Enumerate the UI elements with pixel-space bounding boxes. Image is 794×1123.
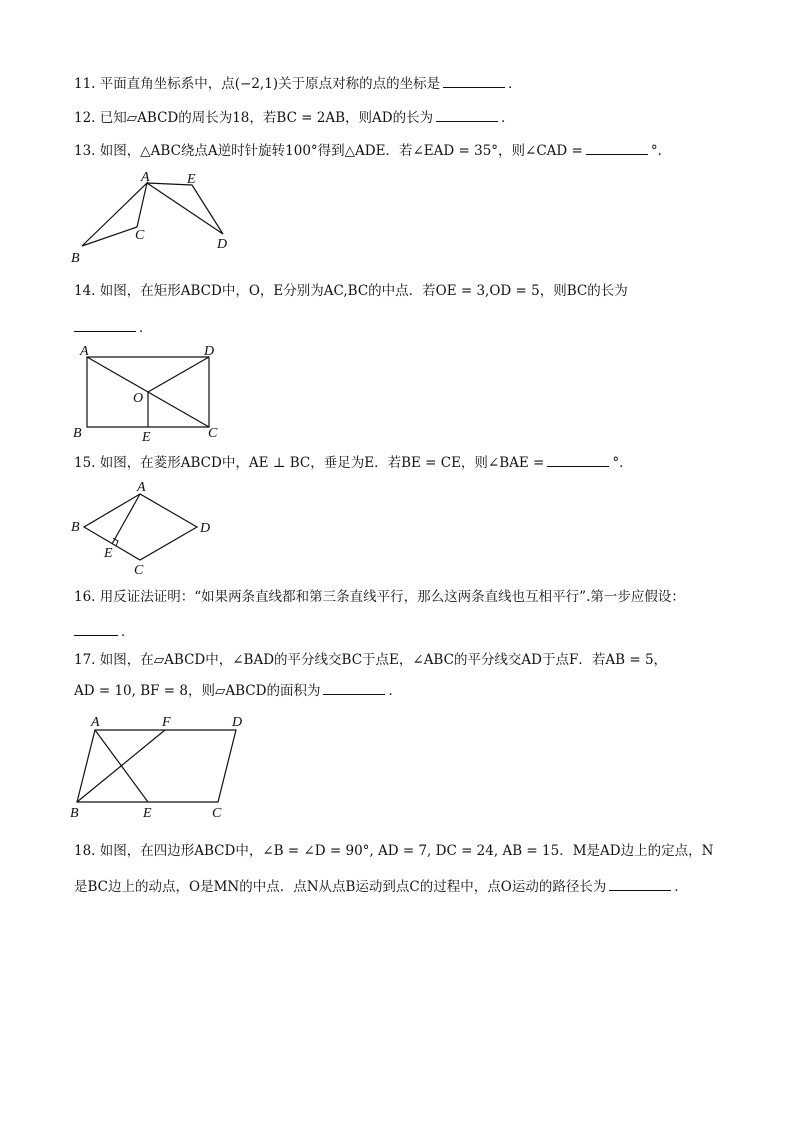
question-end: ． [121, 624, 135, 640]
question-text: 是BC边上的动点，O是MN的中点．点N从点B运动到点C的过程中，点O运动的路径长为 [74, 879, 607, 895]
question-text: 14. 如图，在矩形ABCD中，O，E分别为AC,BC的中点．若OE = 3,OD = 5，则BC的长为 [74, 283, 628, 299]
fig15-label-c: C [134, 563, 144, 578]
fig15-label-e: E [104, 546, 113, 561]
question-text: AD = 10, BF = 8，则▱ABCD的面积为 [74, 683, 321, 699]
question-text: 15. 如图，在菱形ABCD中，AE ⊥ BC，垂足为E．若BE = CE，则∠BAE = [74, 455, 545, 471]
question-text: 12. 已知▱ABCD的周长为18，若BC = 2AB，则AD的长为 [74, 110, 434, 126]
fig14-label-d: D [204, 344, 215, 359]
question-end: °． [650, 143, 672, 159]
fig17-label-b: B [70, 806, 79, 821]
question-text: 13. 如图，△ABC绕点A逆时针旋转100°得到△ADE．若∠EAD = 35°，则∠CAD = [74, 143, 583, 159]
question-18-line-1 [74, 841, 713, 861]
question-end: ． [139, 320, 153, 336]
fig14-label-c: C [208, 426, 218, 441]
fig17-label-f: F [162, 715, 171, 730]
fig17-bisector-bf [77, 730, 165, 802]
fig13-label-e: E [187, 172, 196, 187]
fig14-label-e: E [142, 430, 151, 445]
question-end: ． [674, 879, 688, 895]
question-text: 16. 用反证法证明：“如果两条直线都和第三条直线平行，那么这两条直线也互相平行”.第一步应假设： [74, 589, 685, 605]
question-18-line-2 [74, 876, 688, 897]
fig17-parallelogram-abcd [77, 730, 236, 802]
question-text: 17. 如图，在▱ABCD中，∠BAD的平分线交BC于点E，∠ABC的平分线交AD于点F．若AB = 5， [74, 652, 668, 668]
fig15-label-a: A [137, 480, 146, 495]
fig15-label-d: D [200, 521, 211, 536]
fig17-label-d: D [232, 715, 243, 730]
question-end: ． [508, 76, 522, 92]
question-end: °． [612, 455, 633, 471]
fig14-label-a: A [80, 344, 89, 359]
answer-blank[interactable] [609, 876, 671, 891]
question-text: 18. 如图，在四边形ABCD中，∠B = ∠D = 90°, AD = 7, DC = 24, AB = 15．M是AD边上的定点，N [74, 843, 714, 859]
fig17-label-e: E [143, 806, 152, 821]
fig14-label-b: B [73, 426, 82, 441]
question-text: 11. 平面直角坐标系中，点(−2,1)关于原点对称的点的坐标是 [74, 76, 441, 92]
fig13-label-b: B [71, 251, 80, 266]
fig13-label-a: A [141, 170, 150, 185]
fig13-label-d: D [217, 237, 228, 252]
fig17-label-c: C [212, 806, 222, 821]
fig13-label-c: C [135, 228, 145, 243]
fig17-label-a: A [91, 715, 100, 730]
fig14-label-o: O [133, 391, 144, 406]
fig15-label-b: B [71, 520, 80, 535]
question-end: ． [501, 110, 515, 126]
question-end: ． [388, 683, 402, 699]
